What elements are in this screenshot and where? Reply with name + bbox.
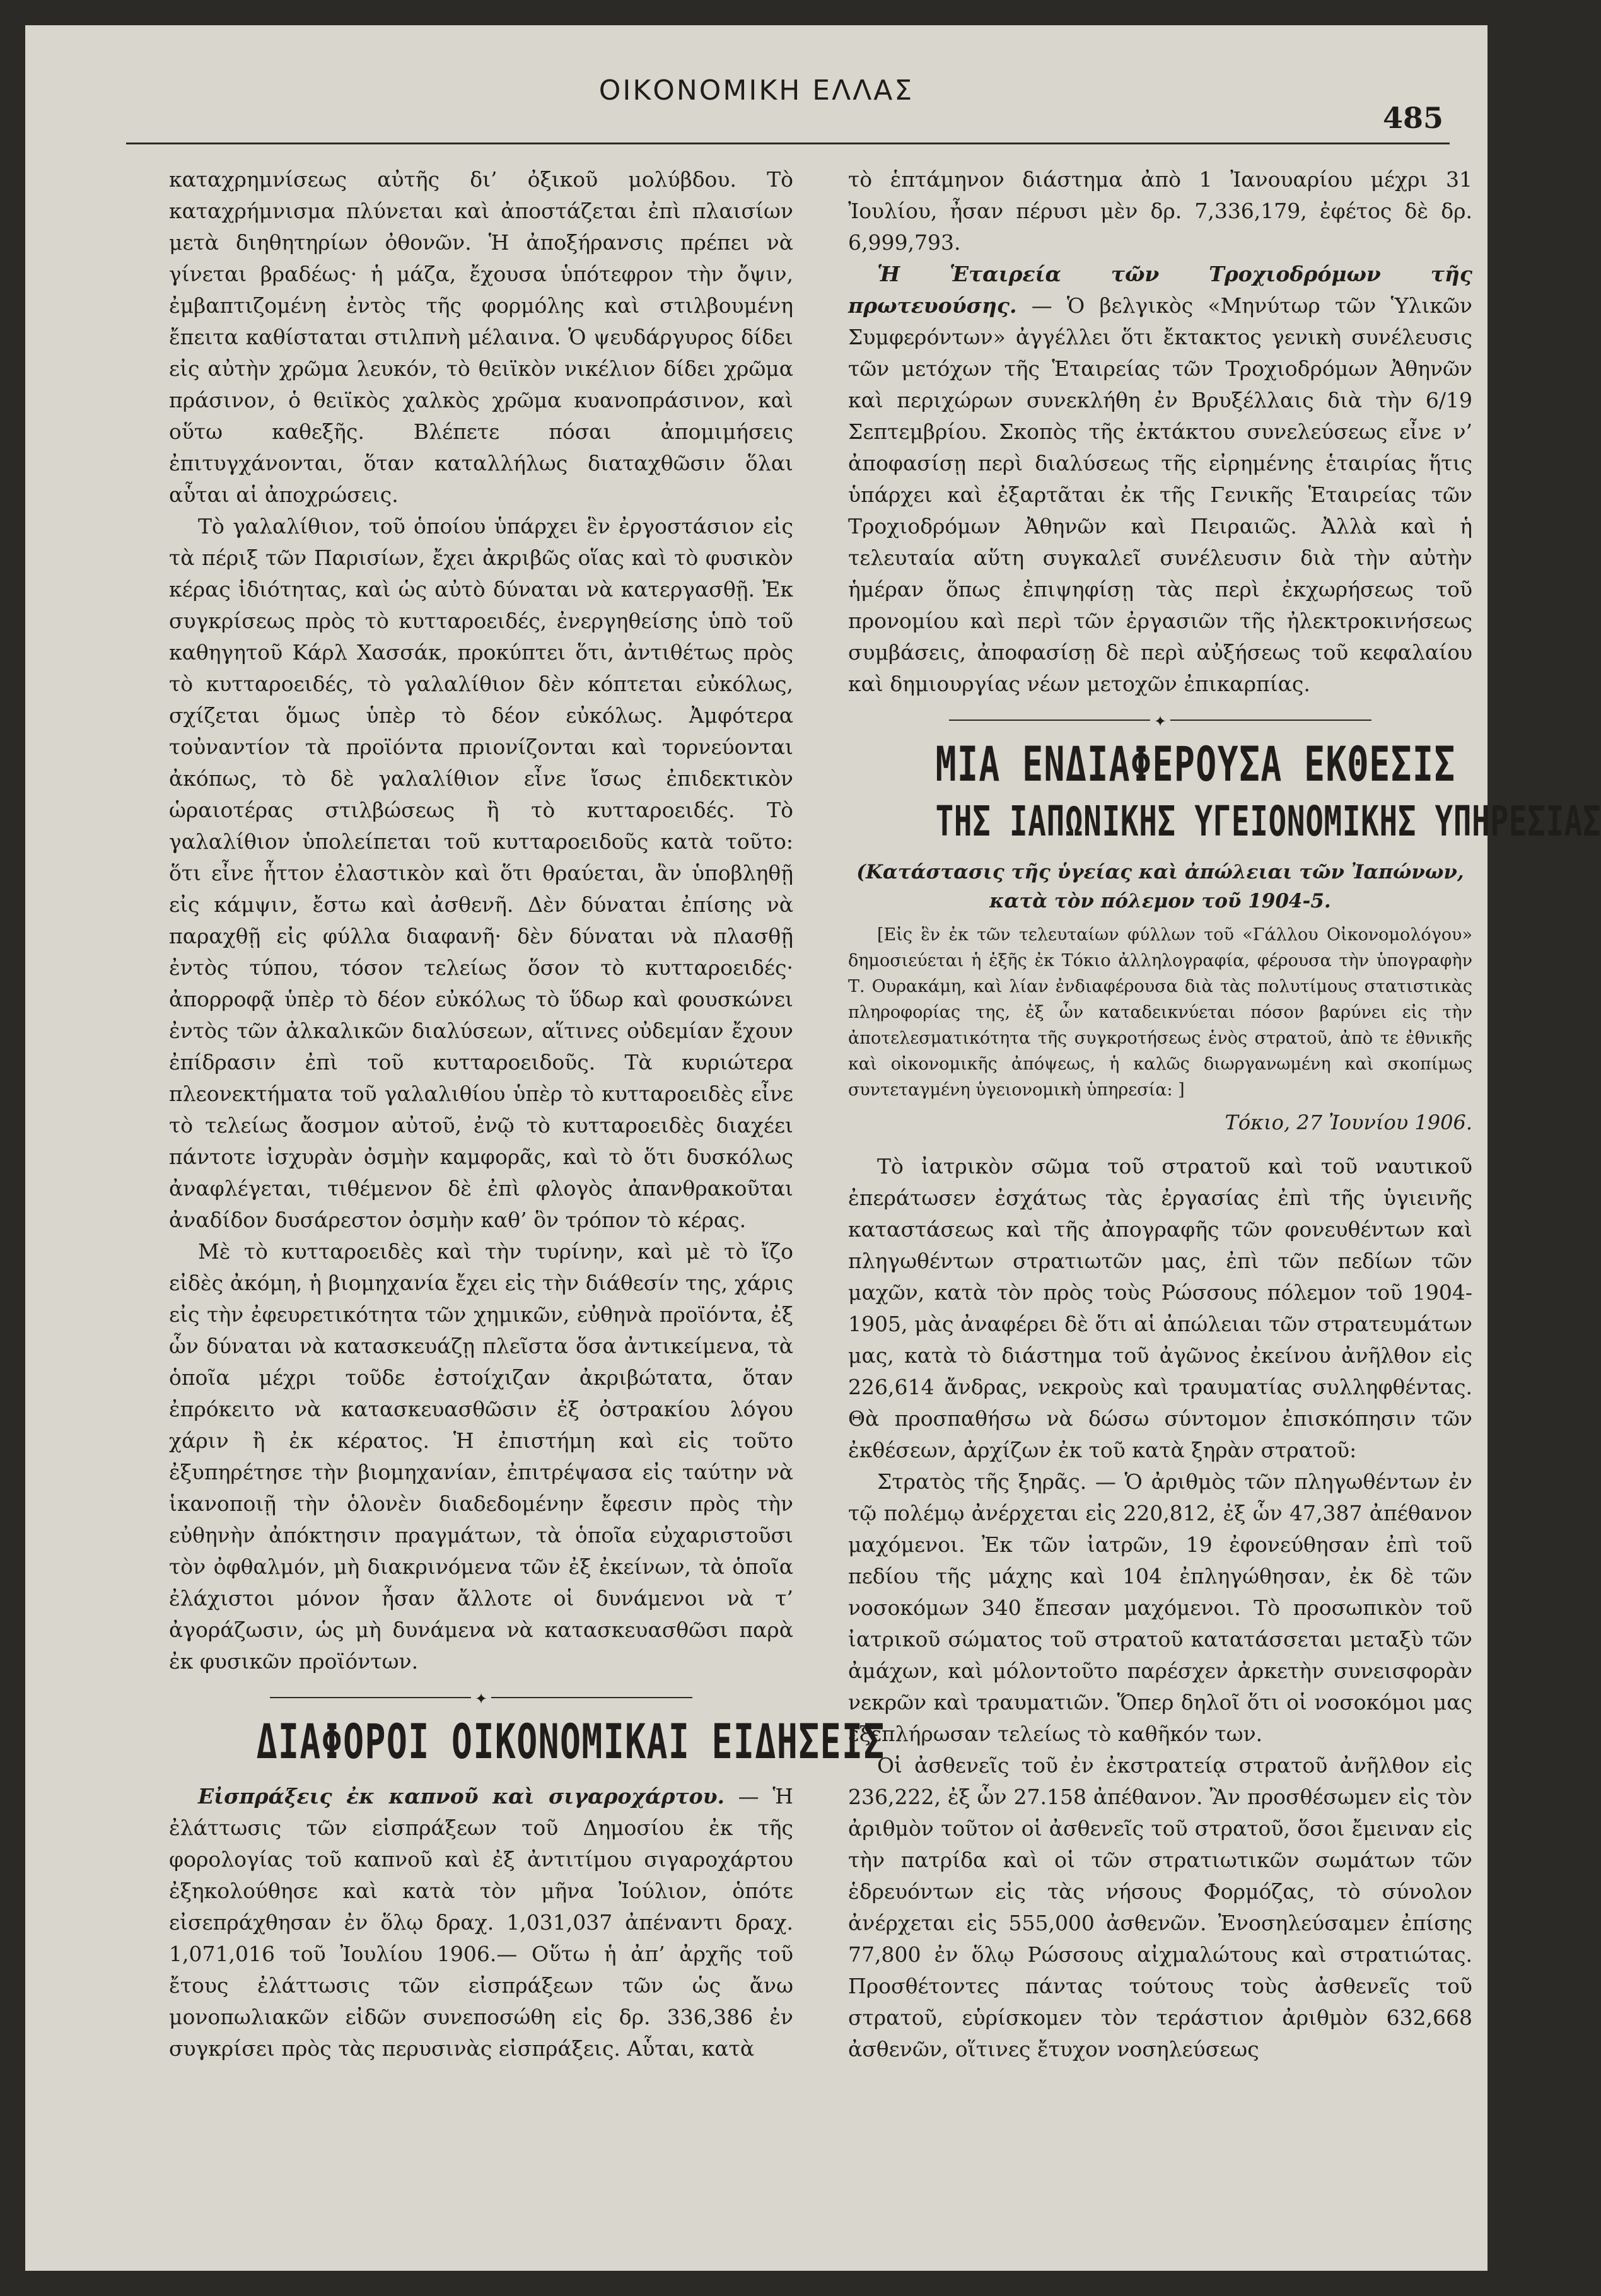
divider-ornament: ✦ (471, 1691, 491, 1706)
page-number: 485 (1382, 101, 1443, 135)
news-item-lead: Εἰσπράξεις ἐκ καπνοῦ καὶ σιγαροχάρτου. (198, 1784, 725, 1809)
section-heading: ΔΙΑΦΟΡΟΙ ΟΙΚΟΝΟΜΙΚΑΙ ΕΙΔΗΣΕΙΣ (256, 1713, 885, 1769)
editor-note: [Εἰς ἓν ἐκ τῶν τελευταίων φύλλων τοῦ «Γάλλου Οἰκονομολόγου» δημοσιεύεται ἡ ἑξῆς ἐκ Τόκιο ἀλληλογραφία, φέρουσα τὴν ὑπογραφὴν Τ. Ουρακάμη, καὶ λίαν ἐνδιαφέρουσα διὰ τὰς πολυτίμους στατιστικὰς πληροφορίας της, ἐξ ὧν καταδεικνύεται πόσον βαρύνει εἰς τὴν ἀποτελεσματικότητα τῆς συγκροτήσεως ἑνὸς στρατοῦ, ἀπὸ τε ἐθνικῆς καὶ οἰκονομικῆς ἀπόψεως, ἡ καλῶς διωργανωμένη καὶ σκοπίμως συντεταγμένη ὑγειονομικὴ ὑπηρεσία: ] (848, 925, 1472, 1100)
right-column (848, 164, 1601, 2065)
running-title: ΟΙΚΟΝΟΜΙΚΗ ΕΛΛΑΣ (598, 74, 914, 107)
article-paragraph: Τὸ ἰατρικὸν σῶμα τοῦ στρατοῦ καὶ τοῦ ναυτικοῦ ἐπεράτωσεν ἐσχάτως τὰς ἐργασίας ἐπὶ τῆς ὑγιεινῆς καταστάσεως καὶ τῆς ἀπογραφῆς τῶν φονευθέντων καὶ πληγωθέντων στρατιωτῶν μας, ἐπὶ τῶν πεδίων τῶν μαχῶν, κατὰ τὸν πρὸς τοὺς Ρώσσους πόλεμον τοῦ 1904-1905, μὰς ἀναφέρει δὲ ὅτι αἱ ἀπώλειαι τῶν στρατευμάτων μας, κατὰ τὸ διάστημα τοῦ ἀγῶνος ἐκείνου ἀνῆλθον εἰς 226,614 ἄνδρας, νεκροὺς καὶ τραυματίας συλληφθέντας. Θὰ προσπαθήσω νὰ δώσω σύντομον ἐπισκόπησιν τῶν ἐκθέσεων, ἀρχίζων ἐκ τοῦ κατὰ ξηρὰν στρατοῦ: (848, 1154, 1472, 1462)
divider-ornament: ✦ (1150, 714, 1170, 729)
spacer (169, 1772, 793, 1781)
newspaper-page (25, 25, 1601, 2271)
article-paragraph: Τὸ γαλαλίθιον, τοῦ ὁποίου ὑπάρχει ἓν ἐργοστάσιον εἰς τὰ πέριξ τῶν Παρισίων, ἔχει ἀκριβῶς οἵας καὶ τὸ φυσικὸν κέρας ἰδιότητας, καὶ ὡς αὐτὸ δύναται νὰ κατεργασθῇ. Ἐκ συγκρίσεως πρὸς τὸ κυτταροειδές, ἐνεργηθείσης ὑπὸ τοῦ καθηγητοῦ Κάρλ Χασσάκ, προκύπτει ὅτι, ἀντιθέτως πρὸς τὸ κυτταροειδές, τὸ γαλαλίθιον δὲν κόπτεται εὐκόλως, σχίζεται ὅμως ὑπὲρ τὸ δέον εὐκόλως. Ἀμφότερα τοὐναντίον τὰ προϊόντα πριονίζονται καὶ τορνεύονται ἀκόπως, τὸ δὲ γαλαλίθιον εἶνε ἴσως ἐπιδεκτικὸν ὡραιοτέρας στιλβώσεως ἢ τὸ κυτταροειδές. Τὸ γαλαλίθιον ὑπολείπεται τοῦ κυτταροειδοῦς κατὰ τοῦτο: ὅτι εἶνε ἧττον ἐλαστικὸν καὶ ὅτι θραύεται, ἂν ὑποβληθῇ εἰς κάμψιν, ἔστω καὶ ἀσθενῆ. Δὲν δύναται ἐπίσης νὰ παραχθῇ εἰς φύλλα διαφανῆ· δὲν δύναται νὰ πλασθῇ ἐντὸς τύπου, τόσον τελείως ὅσον τὸ κυτταροειδές· ἀπορροφᾷ ὑπὲρ τὸ δέον εὐκόλως τὸ ὕδωρ καὶ φουσκώνει ἐντὸς τῶν ἀλκαλικῶν διαλύσεων, αἵτινες οὐδεμίαν ἔχουν ἐπίδρασιν ἐπὶ τοῦ κυτταροειδοῦς. Τὰ κυριώτερα πλεονεκτήματα τοῦ γαλαλιθίου ὑπὲρ τὸ κυτταροειδὲς εἶνε τὸ τελείως ἄοσμον αὐτοῦ, ἐνῷ τὸ κυτταροειδὲς διαχέει πάντοτε ἰσχυρὰν ὀσμὴν καμφορᾶς, καὶ τὸ ὅτι δυσκόλως ἀναφλέγεται, τιθέμενον δὲ ἐπὶ φλογὸς ἀπανθρακοῦται ἀναδίδον δυσάρεστον ὀσμὴν καθ’ ὃν τρόπον τὸ κέρας. (169, 514, 793, 1232)
news-item (848, 1466, 1472, 1750)
dateline: Τόκιο, 27 Ἰουνίου 1906. (1225, 1110, 1472, 1134)
article-paragraph: τὸ ἑπτάμηνον διάστημα ἀπὸ 1 Ἰανουαρίου μέχρι 31 Ἰουλίου, ἦσαν πέρυσι μὲν δρ. 7,336,179, ἐφέτος δὲ δρ. 6,999,793. (848, 167, 1472, 255)
news-item-body: — Ὁ ἀριθμὸς τῶν πληγωθέντων ἐν τῷ πολέμῳ ἀνέρχεται εἰς 220,812, ἐξ ὧν 47,387 ἀπέθανον μαχόμενοι. Ἐκ τῶν ἰατρῶν, 19 ἐφονεύθησαν ἐπὶ τοῦ πεδίου τῆς μάχης καὶ 104 ἐπληγώθησαν, ἐκ δὲ τῶν νοσοκόμων 340 ἔπεσαν μαχόμενοι. Τὸ προσωπικὸν τοῦ ἰατρικοῦ σώματος τοῦ στρατοῦ κατατάσσεται μεταξὺ τῶν ἀμάχων, καὶ μόλοντοῦτο παρέσχεν ἀρκετὴν συνεισφορὰν νεκρῶν καὶ τραυματιῶν. Ὅπερ δηλοῖ ὅτι οἱ νοσοκόμοι μας ἐξεπλήρωσαν τελείως τὸ καθῆκόν των. (848, 1469, 1472, 1746)
article-heading-line-2: ΤΗΣ ΙΑΠΩΝΙΚΗΣ ΥΓΕΙΟΝΟΜΙΚΗΣ ΥΠΗΡΕΣΙΑΣ (935, 797, 1601, 846)
news-item (169, 1781, 793, 2065)
article-paragraph: Οἱ ἀσθενεῖς τοῦ ἐν ἐκστρατείᾳ στρατοῦ ἀνῆλθον εἰς 236,222, ἐξ ὧν 27.158 ἀπέθανον. Ἂν προσθέσωμεν εἰς τὸν ἀριθμὸν τοῦτον οἱ ἀσθενεῖς τοῦ στρατοῦ, ὅσοι ἔμειναν εἰς τὴν πατρίδα καὶ οἱ τῶν στρατιωτικῶν σωμάτων τῶν ἑδρευόντων εἰς τὰς νήσους Φορμόζας, τὸ σύνολον ἀνέρχεται εἰς 555,000 ἀσθενῶν. Ἐνοσηλεύσαμεν ἐπίσης 77,800 ἐν ὅλῳ Ρώσσους αἰχμαλώτους καὶ στρατιώτας. Προσθέτοντες πάντας τούτους τοὺς ἀσθενεῖς τοῦ στρατοῦ, εὑρίσκομεν τὸν τεράστιον ἀριθμὸν 632,668 ἀσθενῶν, οἵτινες ἔτυχον νοσηλεύσεως (848, 1753, 1472, 2061)
article-paragraph: καταχρημνίσεως αὐτῆς δι’ ὀξικοῦ μολύβδου. Τὸ καταχρήμνισμα πλύνεται καὶ ἀποστάζεται ἐπὶ πλαισίων μετὰ διηθητηρίων ὀθονῶν. Ἡ ἀποξήρανσις πρέπει νὰ γίνεται βραδέως· ἡ μάζα, ἔχουσα ὑπότεφρον τὴν ὄψιν, ἐμβαπτιζομένη ἐντὸς τῆς φορμόλης καὶ στιλβουμένη ἔπειτα καθίσταται στιλπνὴ μέλαινα. Ὁ ψευδάργυρος δίδει εἰς αὐτὴν χρῶμα λευκόν, τὸ θειϊκὸν νικέλιον δίδει χρῶμα πράσινον, ὁ θειϊκὸς χαλκὸς χρῶμα κυανοπράσινον, καὶ οὕτω καθεξῆς. Βλέπετε πόσαι ἀπομιμήσεις ἐπιτυγχάνονται, ὅταν καταλλήλως διαταχθῶσιν ὅλαι αὗται αἱ ἀποχρώσεις. (169, 167, 793, 507)
news-item-body: — Ἡ ἐλάττωσις τῶν εἰσπράξεων τοῦ Δημοσίου ἐκ τῆς φορολογίας τοῦ καπνοῦ καὶ ἐξ ἀντιτίμου σιγαροχάρτου ἐξηκολούθησε καὶ κατὰ τὸν μῆνα Ἰούλιον, ὁπότε εἰσεπράχθησαν ἐν ὅλῳ δραχ. 1,031,037 ἀπέναντι δραχ. 1,071,016 τοῦ Ἰουλίου 1906.— Οὕτω ἡ ἀπ’ ἀρχῆς τοῦ ἔτους ἐλάττωσις τῶν εἰσπράξεων τῶν ὡς ἄνω μονοπωλιακῶν εἰδῶν συνεποσώθη εἰς δρ. 336,386 ἐν συγκρίσει πρὸς τὰς περυσινὰς εἰσπράξεις. Αὗται, κατὰ (169, 1784, 793, 2061)
news-item-body: — Ὁ βελγικὸς «Μηνύτωρ τῶν Ὑλικῶν Συμφερόντων» ἀγγέλλει ὅτι ἔκτακτος γενικὴ συνέλευσις τῶν μετόχων τῆς Ἑταιρείας τῶν Τροχιοδρόμων Ἀθηνῶν καὶ περιχώρων συνεκλήθη ἐν Βρυξέλλαις διὰ τὴν 6/19 Σεπτεμβρίου. Σκοπὸς τῆς ἐκτάκτου συνελεύσεως εἶνε ν’ ἀποφασίσῃ περὶ διαλύσεως τῆς εἰρημένης ἑταιρίας ἥτις ὑπάρχει καὶ ἐξαρτᾶται ἐκ τῆς Γενικῆς Ἑταιρείας τῶν Τροχιοδρόμων Ἀθηνῶν καὶ Πειραιῶς. Ἀλλὰ καὶ ἡ τελευταία αὕτη συγκαλεῖ συνέλευσιν διὰ τὴν αὐτὴν ἡμέραν ὅπως ἐπιψηφίσῃ τὰς περὶ ἐκχωρήσεως τοῦ προνομίου καὶ περὶ τῶν ἐργασιῶν τῆς ἠλεκτροκινήσεως συμβάσεις, ἀποφασίσῃ δὲ περὶ αὐξήσεως τοῦ κεφαλαίου καὶ δημιουργίας νέων μετοχῶν ἐπικαρπίας. (848, 293, 1472, 696)
news-item-lead: Ἡ Ἑταιρεία τῶν Τροχιοδρόμων τῆς πρωτευούσης. (848, 262, 1472, 318)
article-paragraph: Μὲ τὸ κυτταροειδὲς καὶ τὴν τυρίνην, καὶ μὲ τὸ ἴζο εἰδὲς ἀκόμη, ἡ βιομηχανία ἔχει εἰς τὴν διάθεσίν της, χάρις εἰς τὴν ἐφευρετικότητα τῶν χημικῶν, εὐθηνὰ προϊόντα, ἐξ ὧν δύναται νὰ κατασκευάζῃ πλεῖστα ὅσα ἀντικείμενα, τὰ ὁποῖα μέχρι τοῦδε ἐστοίχιζαν ἀκριβώτατα, ὅταν ἐπρόκειτο νὰ κατασκευασθῶσιν ἐξ ὀστρακίου λόγου χάριν ἢ ἐκ κέρατος. Ἡ ἐπιστήμη καὶ εἰς τοῦτο ἐξυπηρέτησε τὴν βιομηχανίαν, ἐπιτρέψασα εἰς ταύτην νὰ ἱκανοποιῇ τὴν ὁλονὲν διαδεδομένην ἔφεσιν πρὸς τὴν εὐθηνὴν ἀπόκτησιν πραγμάτων, τὰ ὁποῖα εὐχαριστοῦσι τὸν ὀφθαλμόν, μὴ διακρινόμενα τῶν ἐξ ἐκείνων, τὰ ὁποῖα ἐλάχιστοι μόνον ἦσαν ἄλλοτε οἱ δυνάμενοι νὰ τ’ ἀγοράζωσιν, ὡς μὴ δυνάμενα νὰ κατασκευασθῶσι παρὰ ἐκ φυσικῶν προϊόντων. (169, 1239, 793, 1674)
left-column (169, 164, 885, 2065)
news-item (848, 259, 1472, 700)
section-divider (270, 1689, 692, 1706)
header-rule (126, 143, 1450, 144)
article-heading-line-1: ΜΙΑ ΕΝΔΙΑΦΕΡΟΥΣΑ ΕΚΘΕΣΙΣ (935, 736, 1456, 792)
article-subtitle: (Κατάστασις τῆς ὑγείας καὶ ἀπώλειαι τῶν Ἰαπώνων, κατὰ τὸν πόλεμον τοῦ 1904-5. (856, 861, 1464, 912)
news-item-lead: Στρατὸς τῆς ξηρᾶς. (877, 1469, 1087, 1494)
section-divider (949, 711, 1371, 729)
running-head (25, 74, 1487, 135)
